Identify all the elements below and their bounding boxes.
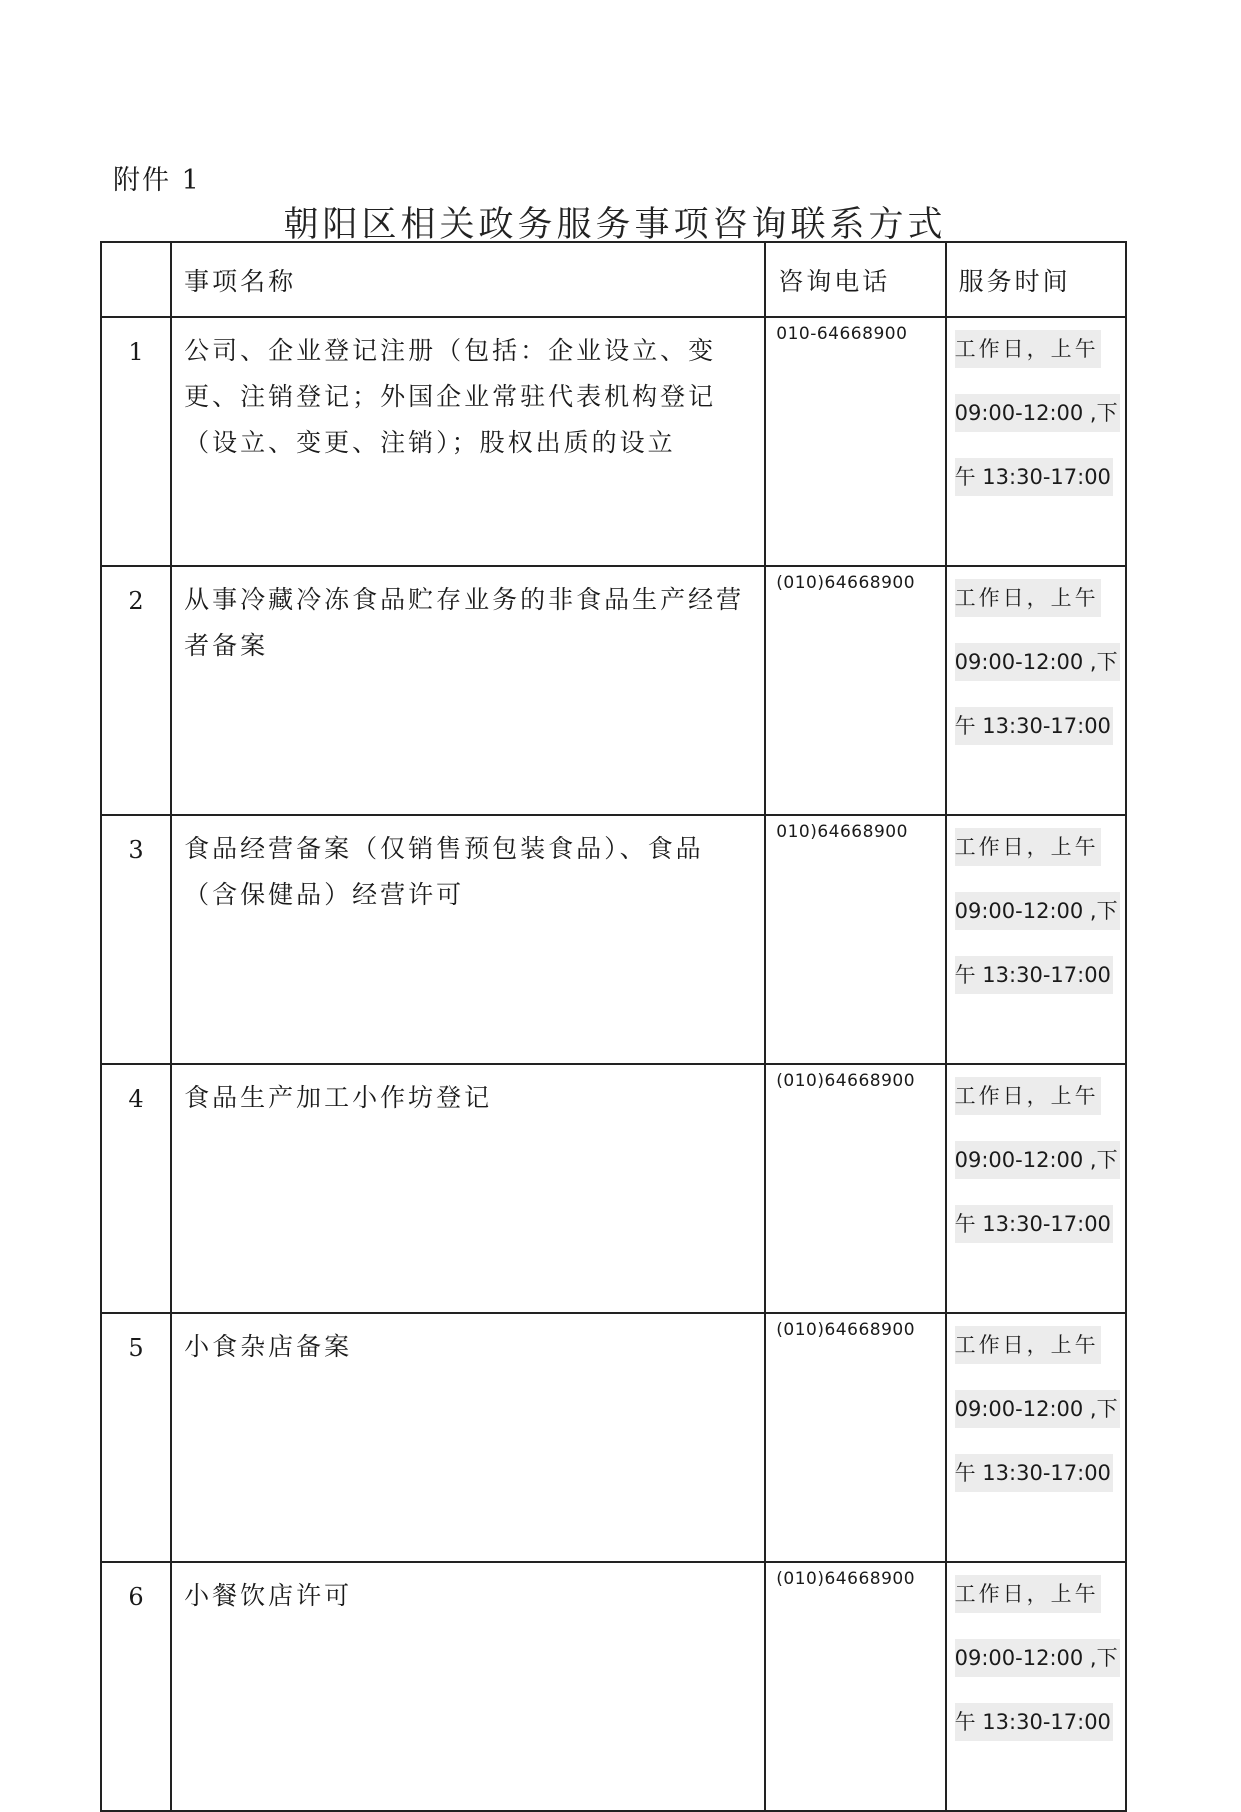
phone-number: (010)64668900 (765, 1064, 945, 1313)
table-row (101, 317, 1126, 566)
row-number: 6 (101, 1562, 171, 1811)
hours-line: 午 13:30-17:00 (955, 1454, 1113, 1492)
service-hours (946, 1313, 1126, 1562)
hours-line: 09:00-12:00 ,下 (955, 1390, 1120, 1428)
table-row (101, 566, 1126, 815)
item-name: 食品经营备案（仅销售预包装食品）、食品（含保健品）经营许可 (171, 815, 765, 1064)
hours-line: 午 13:30-17:00 (955, 1703, 1113, 1741)
table-row (101, 1313, 1126, 1562)
service-hours (946, 1562, 1126, 1811)
attachment-label: 附件 1 (113, 165, 201, 196)
item-name: 小食杂店备案 (171, 1313, 765, 1562)
hours-line: 工作日，上午 (955, 579, 1101, 617)
hours-line: 09:00-12:00 ,下 (955, 394, 1120, 432)
service-hours (946, 317, 1126, 566)
table-row (101, 815, 1126, 1064)
service-hours (946, 566, 1126, 815)
hours-line: 工作日，上午 (955, 1077, 1101, 1115)
document-title: 朝阳区相关政务服务事项咨询联系方式 (283, 205, 947, 245)
hours-line: 午 13:30-17:00 (955, 458, 1113, 496)
item-name: 从事冷藏冷冻食品贮存业务的非食品生产经营者备案 (171, 566, 765, 815)
header-item-name: 事项名称 (171, 242, 765, 317)
row-number: 3 (101, 815, 171, 1064)
hours-line: 午 13:30-17:00 (955, 707, 1113, 745)
table-row (101, 1064, 1126, 1313)
phone-number: (010)64668900 (765, 1313, 945, 1562)
header-service-hours: 服务时间 (946, 242, 1126, 317)
hours-line: 工作日，上午 (955, 1575, 1101, 1613)
table-header-row (101, 242, 1126, 317)
hours-line: 09:00-12:00 ,下 (955, 1639, 1120, 1677)
header-phone: 咨询电话 (765, 242, 945, 317)
hours-line: 09:00-12:00 ,下 (955, 1141, 1120, 1179)
hours-line: 午 13:30-17:00 (955, 1205, 1113, 1243)
row-number: 4 (101, 1064, 171, 1313)
row-number: 1 (101, 317, 171, 566)
phone-number: (010)64668900 (765, 1562, 945, 1811)
row-number: 2 (101, 566, 171, 815)
hours-line: 工作日，上午 (955, 330, 1101, 368)
hours-line: 工作日，上午 (955, 1326, 1101, 1364)
service-hours (946, 815, 1126, 1064)
phone-number: 010)64668900 (765, 815, 945, 1064)
header-number (101, 242, 171, 317)
item-name: 食品生产加工小作坊登记 (171, 1064, 765, 1313)
phone-number: (010)64668900 (765, 566, 945, 815)
hours-line: 09:00-12:00 ,下 (955, 892, 1120, 930)
hours-line: 午 13:30-17:00 (955, 956, 1113, 994)
table-row (101, 1562, 1126, 1811)
hours-line: 工作日，上午 (955, 828, 1101, 866)
row-number: 5 (101, 1313, 171, 1562)
phone-number: 010-64668900 (765, 317, 945, 566)
hours-line: 09:00-12:00 ,下 (955, 643, 1120, 681)
item-name: 公司、企业登记注册（包括：企业设立、变更、注销登记；外国企业常驻代表机构登记（设立、变更、注销）；股权出质的设立 (171, 317, 765, 566)
service-hours (946, 1064, 1126, 1313)
item-name: 小餐饮店许可 (171, 1562, 765, 1811)
contact-table (100, 241, 1127, 1812)
